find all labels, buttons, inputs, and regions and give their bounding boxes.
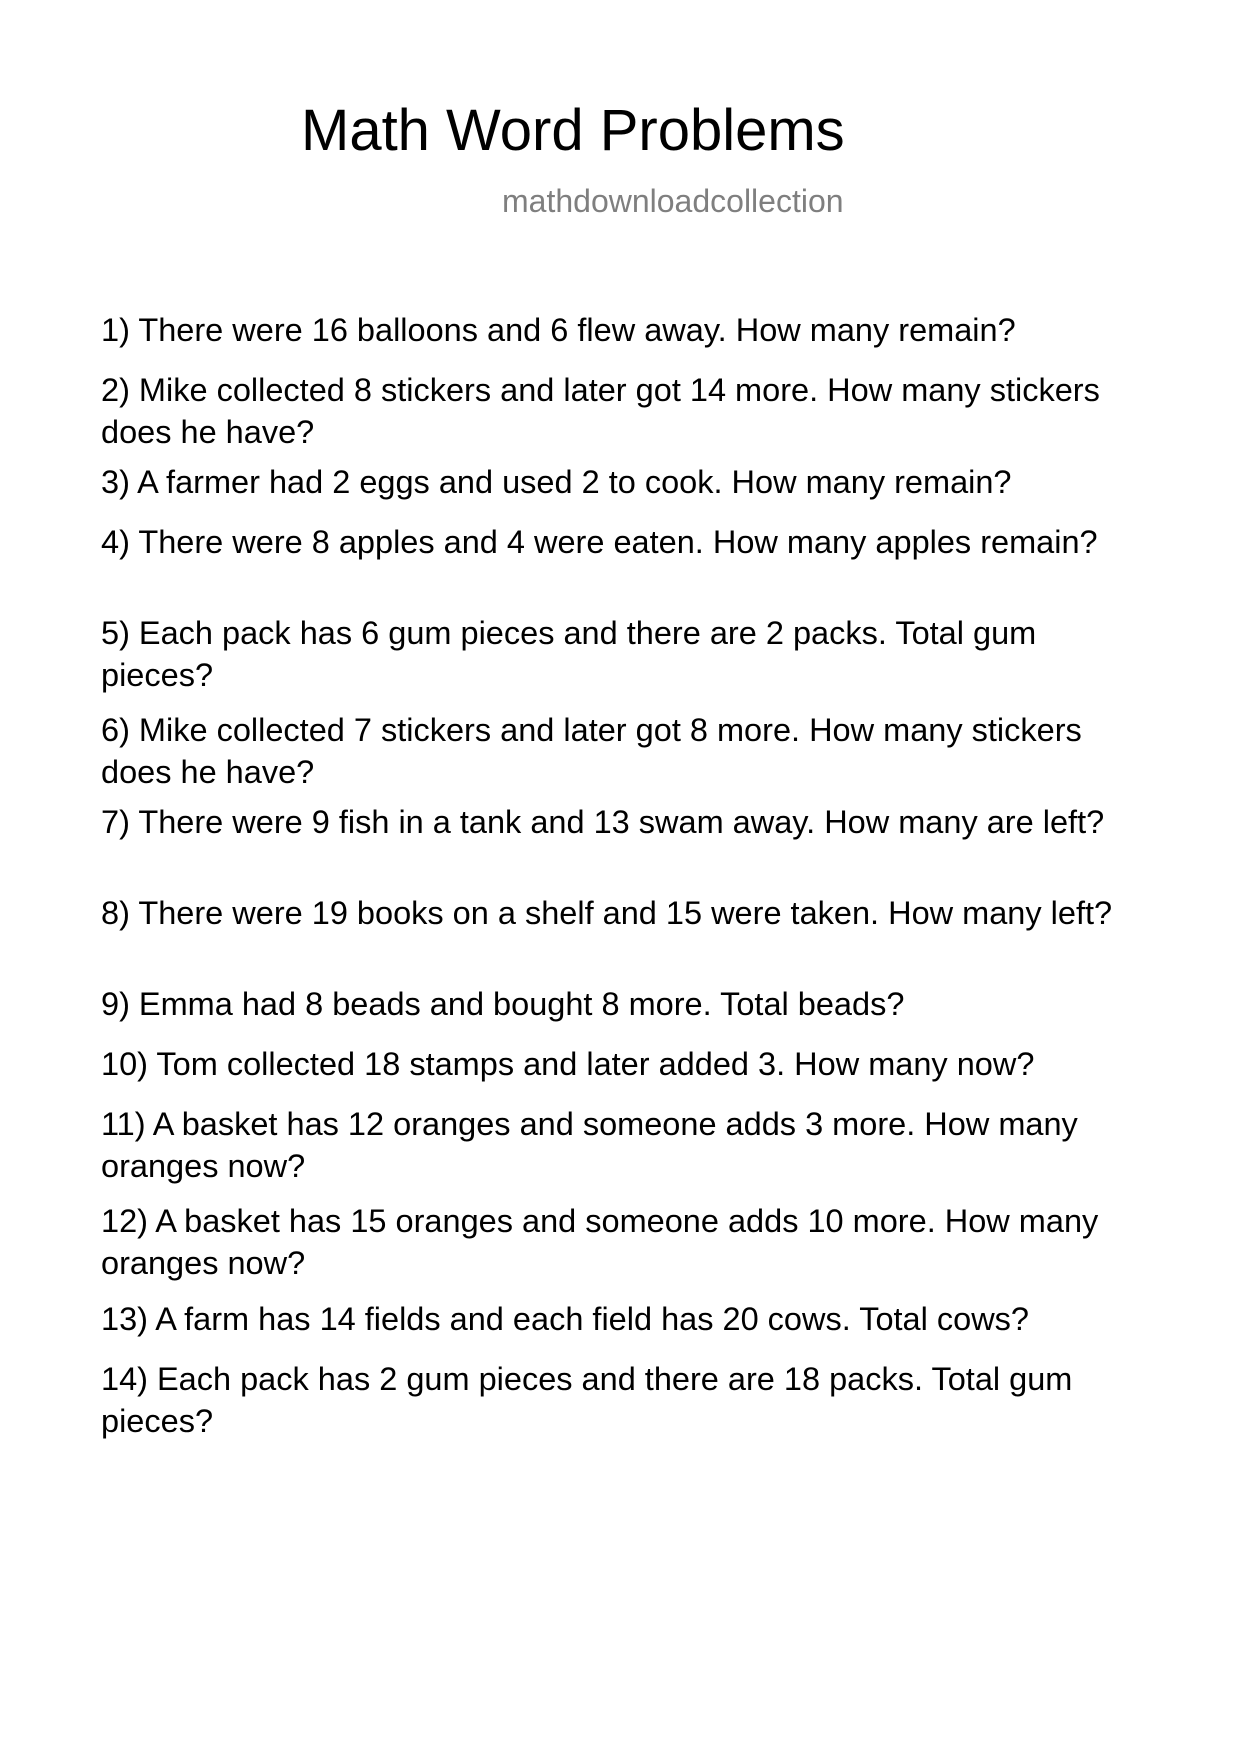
problem-item-12: 12) A basket has 15 oranges and someone adds 10 more. How many oranges now? (101, 1203, 1099, 1281)
problem-item-13: 13) A farm has 14 fields and each field has 20 cows. Total cows? (101, 1301, 1029, 1337)
page-subtitle: mathdownloadcollection (502, 183, 844, 219)
problem-item-10: 10) Tom collected 18 stamps and later added 3. How many now? (101, 1046, 1035, 1082)
problem-item-9: 9) Emma had 8 beads and bought 8 more. Total beads? (101, 986, 905, 1022)
page-title: Math Word Problems (301, 98, 845, 163)
problem-item-4: 4) There were 8 apples and 4 were eaten. How many apples remain? (101, 524, 1098, 560)
problem-item-1: 1) There were 16 balloons and 6 flew away. How many remain? (101, 312, 1016, 348)
problem-item-8: 8) There were 19 books on a shelf and 15 were taken. How many left? (101, 895, 1113, 931)
problem-item-11: 11) A basket has 12 oranges and someone adds 3 more. How many oranges now? (101, 1106, 1078, 1184)
problem-item-2: 2) Mike collected 8 stickers and later got 14 more. How many stickers does he have? (101, 372, 1100, 450)
problem-item-5: 5) Each pack has 6 gum pieces and there are 2 packs. Total gum pieces? (101, 615, 1037, 693)
problem-item-6: 6) Mike collected 7 stickers and later got 8 more. How many stickers does he have? (101, 712, 1082, 790)
problem-item-14: 14) Each pack has 2 gum pieces and there are 18 packs. Total gum pieces? (101, 1361, 1073, 1439)
problem-item-7: 7) There were 9 fish in a tank and 13 swam away. How many are left? (101, 804, 1105, 840)
problem-item-3: 3) A farmer had 2 eggs and used 2 to cook. How many remain? (101, 464, 1012, 500)
